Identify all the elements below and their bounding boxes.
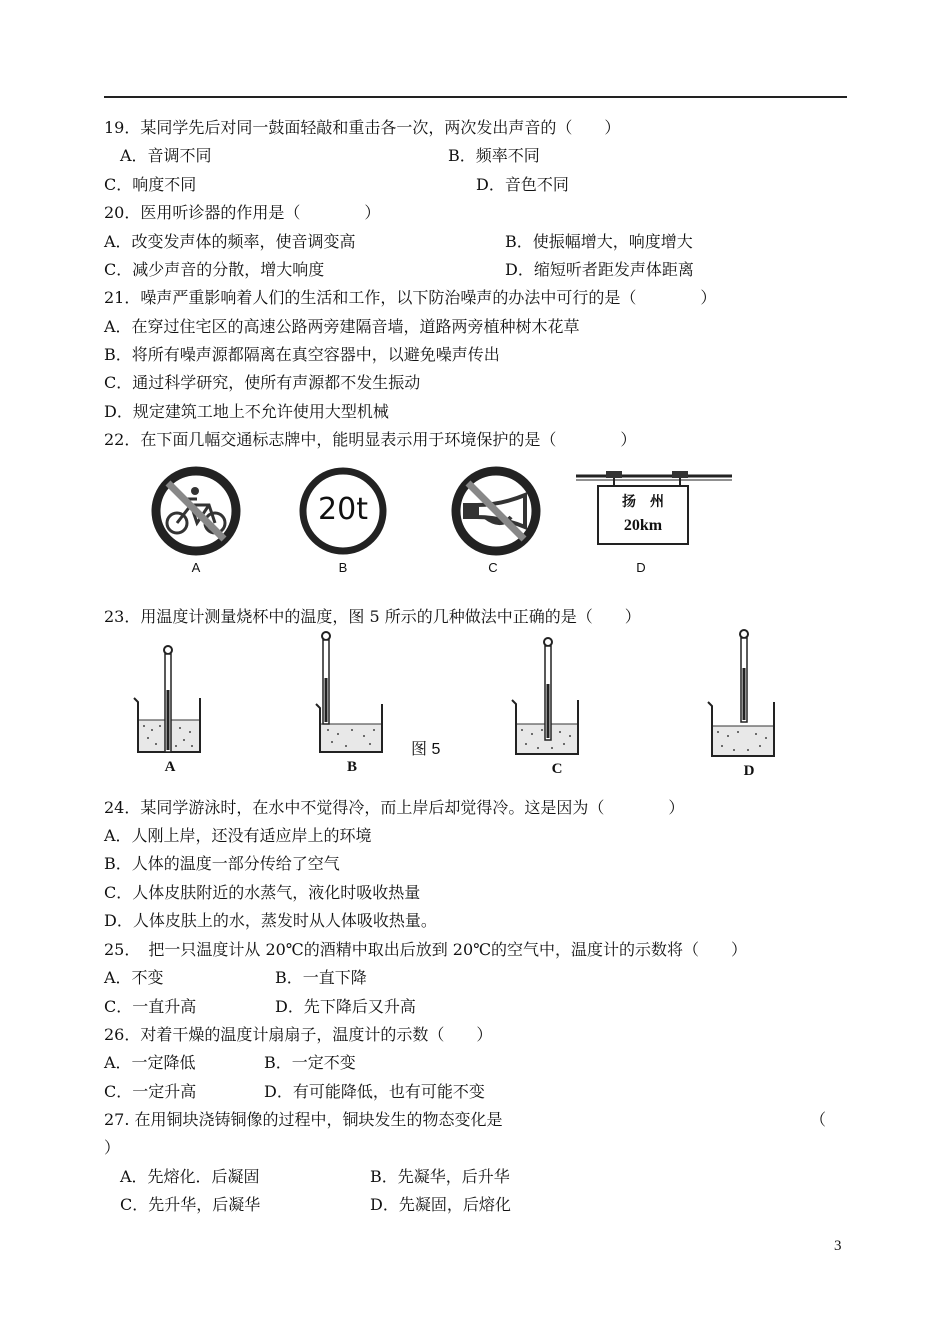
sign-weight-limit <box>288 465 398 557</box>
q22-label-d: D <box>636 560 646 575</box>
q19-stem: 19．某同学先后对同一鼓面轻敲和重击各一次，两次发出声音的（ ） <box>104 118 621 137</box>
q19-option-c: C．响度不同 <box>104 175 197 194</box>
q23-stem: 23．用温度计测量烧杯中的温度，图 5 所示的几种做法中正确的是（ ） <box>104 607 641 626</box>
q23-label-d: D <box>743 763 755 779</box>
q19-option-a: A．音调不同 <box>120 146 212 165</box>
figure-5-label: 图 5 <box>411 741 441 758</box>
sign-direction-distance: 20km <box>623 517 663 534</box>
q20-option-a: A．改变发声体的频率，使音调变高 <box>104 232 356 251</box>
q25-option-c: C．一直升高 <box>104 997 197 1016</box>
q23-label-a: A <box>164 759 176 775</box>
q23-label-b: B <box>346 759 357 775</box>
q22-label-c: C <box>488 560 498 575</box>
q23-label-c: C <box>551 761 563 777</box>
q20-option-b: B．使振幅增大，响度增大 <box>505 232 693 251</box>
q22-label-b: B <box>338 560 348 575</box>
q27-paren-close: ） <box>104 1138 121 1157</box>
q20-stem: 20．医用听诊器的作用是（ ） <box>104 203 381 222</box>
q21-option-a: A．在穿过住宅区的高速公路两旁建隔音墙，道路两旁植种树木花草 <box>104 317 580 336</box>
q25-option-a: A．不变 <box>104 968 164 987</box>
beaker-a-icon <box>130 640 210 760</box>
q21-option-c: C．通过科学研究，使所有声源都不发生振动 <box>104 373 421 392</box>
q26-option-a: A．一定降低 <box>104 1053 196 1072</box>
beaker-c-icon <box>508 634 588 759</box>
q24-option-b: B．人体的温度一部分传给了空气 <box>104 854 340 873</box>
q26-option-d: D．有可能降低，也有可能不变 <box>264 1082 485 1101</box>
sign-no-horn-icon <box>441 465 551 557</box>
q19-option-b: B．频率不同 <box>448 146 540 165</box>
q25-option-d: D．先下降后又升高 <box>275 997 416 1016</box>
q20-option-d: D．缩短听者距发声体距离 <box>505 260 694 279</box>
q25-option-b: B．一直下降 <box>275 968 367 987</box>
q26-option-b: B．一定不变 <box>264 1053 356 1072</box>
q21-option-b: B．将所有噪声源都隔离在真空容器中，以避免噪声传出 <box>104 345 500 364</box>
sign-direction-board <box>574 470 734 550</box>
q27-paren-open: （ <box>810 1110 827 1129</box>
q24-option-d: D．人体皮肤上的水，蒸发时从人体吸收热量。 <box>104 911 437 930</box>
q27-option-d: D．先凝固，后熔化 <box>370 1195 511 1214</box>
sign-no-bicycle-icon <box>141 465 251 557</box>
q27-option-a: A．先熔化．后凝固 <box>120 1167 260 1186</box>
sign-weight-limit-text: 20t <box>318 492 368 527</box>
beaker-b-icon <box>312 628 392 758</box>
q27-option-c: C．先升华，后凝华 <box>120 1195 261 1214</box>
q21-option-d: D．规定建筑工地上不允许使用大型机械 <box>104 402 389 421</box>
q26-stem: 26．对着干燥的温度计扇扇子，温度计的示数（ ） <box>104 1025 493 1044</box>
q22-stem: 22．在下面几幅交通标志牌中，能明显表示用于环境保护的是（ ） <box>104 430 637 449</box>
q24-option-a: A．人刚上岸，还没有适应岸上的环境 <box>104 826 372 845</box>
q21-stem: 21．噪声严重影响着人们的生活和工作，以下防治噪声的办法中可行的是（ ） <box>104 288 717 307</box>
q26-option-c: C．一定升高 <box>104 1082 197 1101</box>
page-number: 3 <box>834 1238 842 1254</box>
q24-stem: 24．某同学游泳时，在水中不觉得冷，而上岸后却觉得冷。这是因为（ ） <box>104 798 685 817</box>
q27-stem: 27. 在用铜块浇铸铜像的过程中，铜块发生的物态变化是 <box>104 1110 503 1129</box>
q25-stem: 25． 把一只温度计从 20℃的酒精中取出后放到 20℃的空气中，温度计的示数将（ ） <box>104 940 748 959</box>
header-rule <box>104 96 847 98</box>
beaker-d-icon <box>704 628 784 762</box>
sign-direction-city: 扬 州 <box>622 494 664 510</box>
q27-option-b: B．先凝华，后升华 <box>370 1167 510 1186</box>
q24-option-c: C．人体皮肤附近的水蒸气，液化时吸收热量 <box>104 883 421 902</box>
q19-option-d: D．音色不同 <box>476 175 569 194</box>
q22-label-a: A <box>191 560 201 575</box>
q20-option-c: C．减少声音的分散，增大响度 <box>104 260 325 279</box>
